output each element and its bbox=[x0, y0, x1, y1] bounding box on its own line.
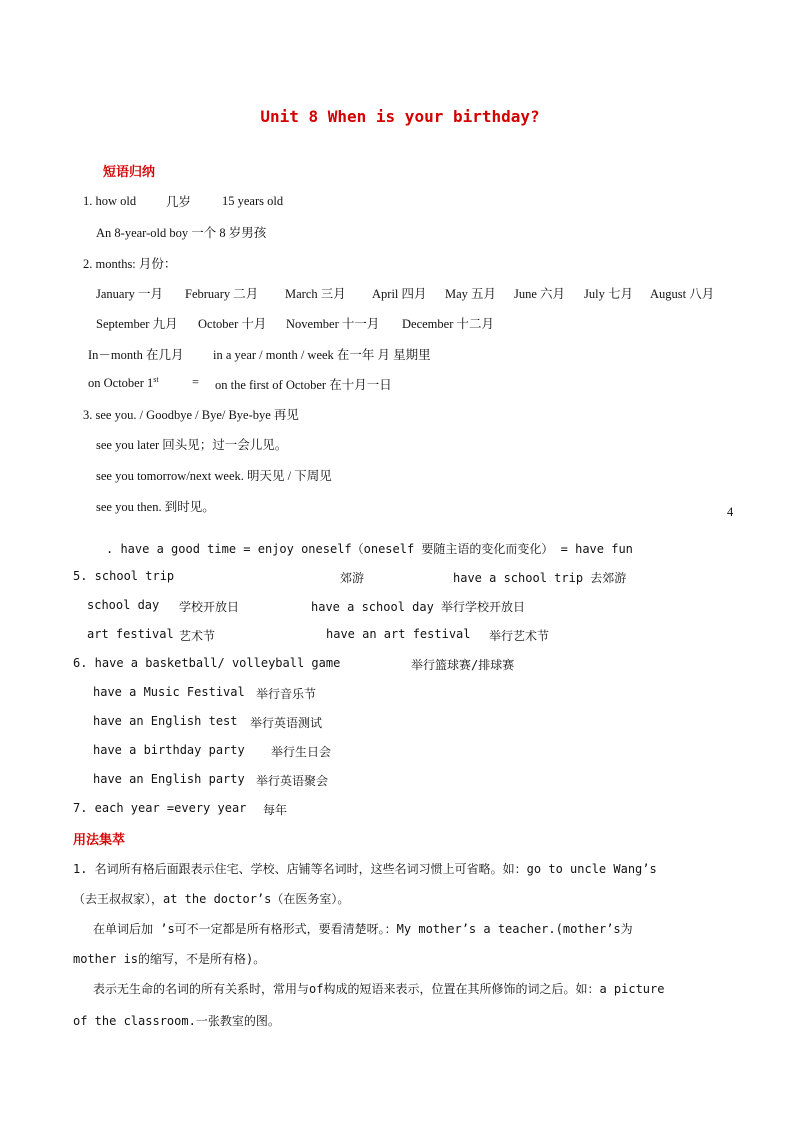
usage-paragraph-3-line-1: 表示无生命的名词的所有关系时，常用与of构成的短语来表示，位置在其所修饰的词之后。如：a picture bbox=[93, 982, 665, 996]
english-test-meaning: 举行英语测试 bbox=[250, 716, 323, 730]
usage-paragraph-3-line-2: of the classroom.一张教室的图。 bbox=[73, 1014, 280, 1028]
month-dec: December 十二月 bbox=[402, 317, 494, 331]
art-festival-meaning: 艺术节 bbox=[179, 629, 216, 643]
item-5-school-trip: 5. school trip bbox=[73, 569, 175, 583]
on-october-1st: on October 1st bbox=[88, 375, 159, 391]
in-month-phrase: In－month 在几月 bbox=[88, 348, 184, 362]
each-year-meaning: 每年 bbox=[263, 803, 288, 817]
usage-paragraph-1-line-2: （去王叔叔家），at the doctor’s（在医务室）。 bbox=[73, 892, 350, 906]
usage-paragraph-2-line-1: 在单词后加 ’s可不一定都是所有格形式，要看清楚呀。：My mother’s a teacher.(mother’s为 bbox=[93, 922, 633, 936]
have-a-school-trip: have a school trip 去郊游 bbox=[453, 571, 627, 585]
english-party: have an English party bbox=[93, 772, 245, 786]
see-you-later: see you later 回头见；过一会儿见。 bbox=[96, 438, 288, 452]
equals-sign: = bbox=[192, 375, 200, 389]
month-jul: July 七月 bbox=[584, 287, 633, 301]
month-sep: September 九月 bbox=[96, 317, 178, 331]
see-you-then: see you then. 到时见。 bbox=[96, 500, 215, 514]
usage-paragraph-2-line-2: mother is的缩写，不是所有格)。 bbox=[73, 952, 266, 966]
have-an-art-festival: have an art festival bbox=[326, 627, 471, 641]
school-day-meaning: 学校开放日 bbox=[179, 600, 240, 614]
month-may: May 五月 bbox=[445, 287, 497, 301]
school-trip-meaning: 郊游 bbox=[340, 571, 365, 585]
month-mar: March 三月 bbox=[285, 287, 346, 301]
item-7-each-year: 7. each year =every year bbox=[73, 801, 247, 815]
usage-paragraph-1-line-1: 1. 名词所有格后面跟表示住宅、学校、店铺等名词时，这些名词习惯上可省略。如：go to uncle Wang’s bbox=[73, 862, 657, 876]
page-title: Unit 8 When is your birthday? bbox=[260, 107, 540, 126]
section-heading-usage: 用法集萃 bbox=[73, 833, 126, 848]
item-1-boy-example: An 8-year-old boy 一个 8 岁男孩 bbox=[96, 226, 267, 240]
month-oct: October 十月 bbox=[198, 317, 267, 331]
item-number-4: 4 bbox=[727, 505, 734, 519]
in-a-year-phrase: in a year / month / week 在一年 月 星期里 bbox=[213, 348, 431, 362]
birthday-party: have a birthday party bbox=[93, 743, 245, 757]
english-test: have an English test bbox=[93, 714, 238, 728]
item-1-meaning: 几岁 bbox=[166, 195, 192, 209]
on-the-first-of-october: on the first of October 在十月一日 bbox=[215, 378, 392, 392]
english-party-meaning: 举行英语聚会 bbox=[256, 774, 329, 788]
item-2-months-heading: 2. months: 月份： bbox=[83, 257, 177, 271]
month-apr: April 四月 bbox=[372, 287, 427, 301]
item-3-see-you: 3. see you. / Goodbye / Bye/ Bye-bye 再见 bbox=[83, 408, 299, 422]
month-jun: June 六月 bbox=[514, 287, 566, 301]
birthday-party-meaning: 举行生日会 bbox=[271, 745, 332, 759]
have-a-school-day: have a school day 举行学校开放日 bbox=[311, 600, 526, 614]
month-jan: January 一月 bbox=[96, 287, 163, 301]
art-festival-hold-meaning: 举行艺术节 bbox=[489, 629, 550, 643]
item-1-how-old: 1. how old bbox=[83, 194, 137, 208]
music-festival: have a Music Festival bbox=[93, 685, 245, 699]
school-day: school day bbox=[87, 598, 160, 612]
basketball-game-meaning: 举行篮球赛/排球赛 bbox=[411, 658, 515, 672]
art-festival: art festival bbox=[87, 627, 174, 641]
month-aug: August 八月 bbox=[650, 287, 715, 301]
have-a-good-time: . have a good time = enjoy oneself（oneself 要随主语的变化而变化） = have fun bbox=[106, 542, 633, 556]
see-you-tomorrow: see you tomorrow/next week. 明天见 / 下周见 bbox=[96, 469, 332, 483]
music-festival-meaning: 举行音乐节 bbox=[256, 687, 317, 701]
item-1-example: 15 years old bbox=[222, 194, 284, 208]
section-heading-phrases: 短语归纳 bbox=[103, 165, 156, 180]
item-6-basketball-game: 6. have a basketball/ volleyball game bbox=[73, 656, 341, 670]
month-nov: November 十一月 bbox=[286, 317, 380, 331]
month-feb: February 二月 bbox=[185, 287, 259, 301]
